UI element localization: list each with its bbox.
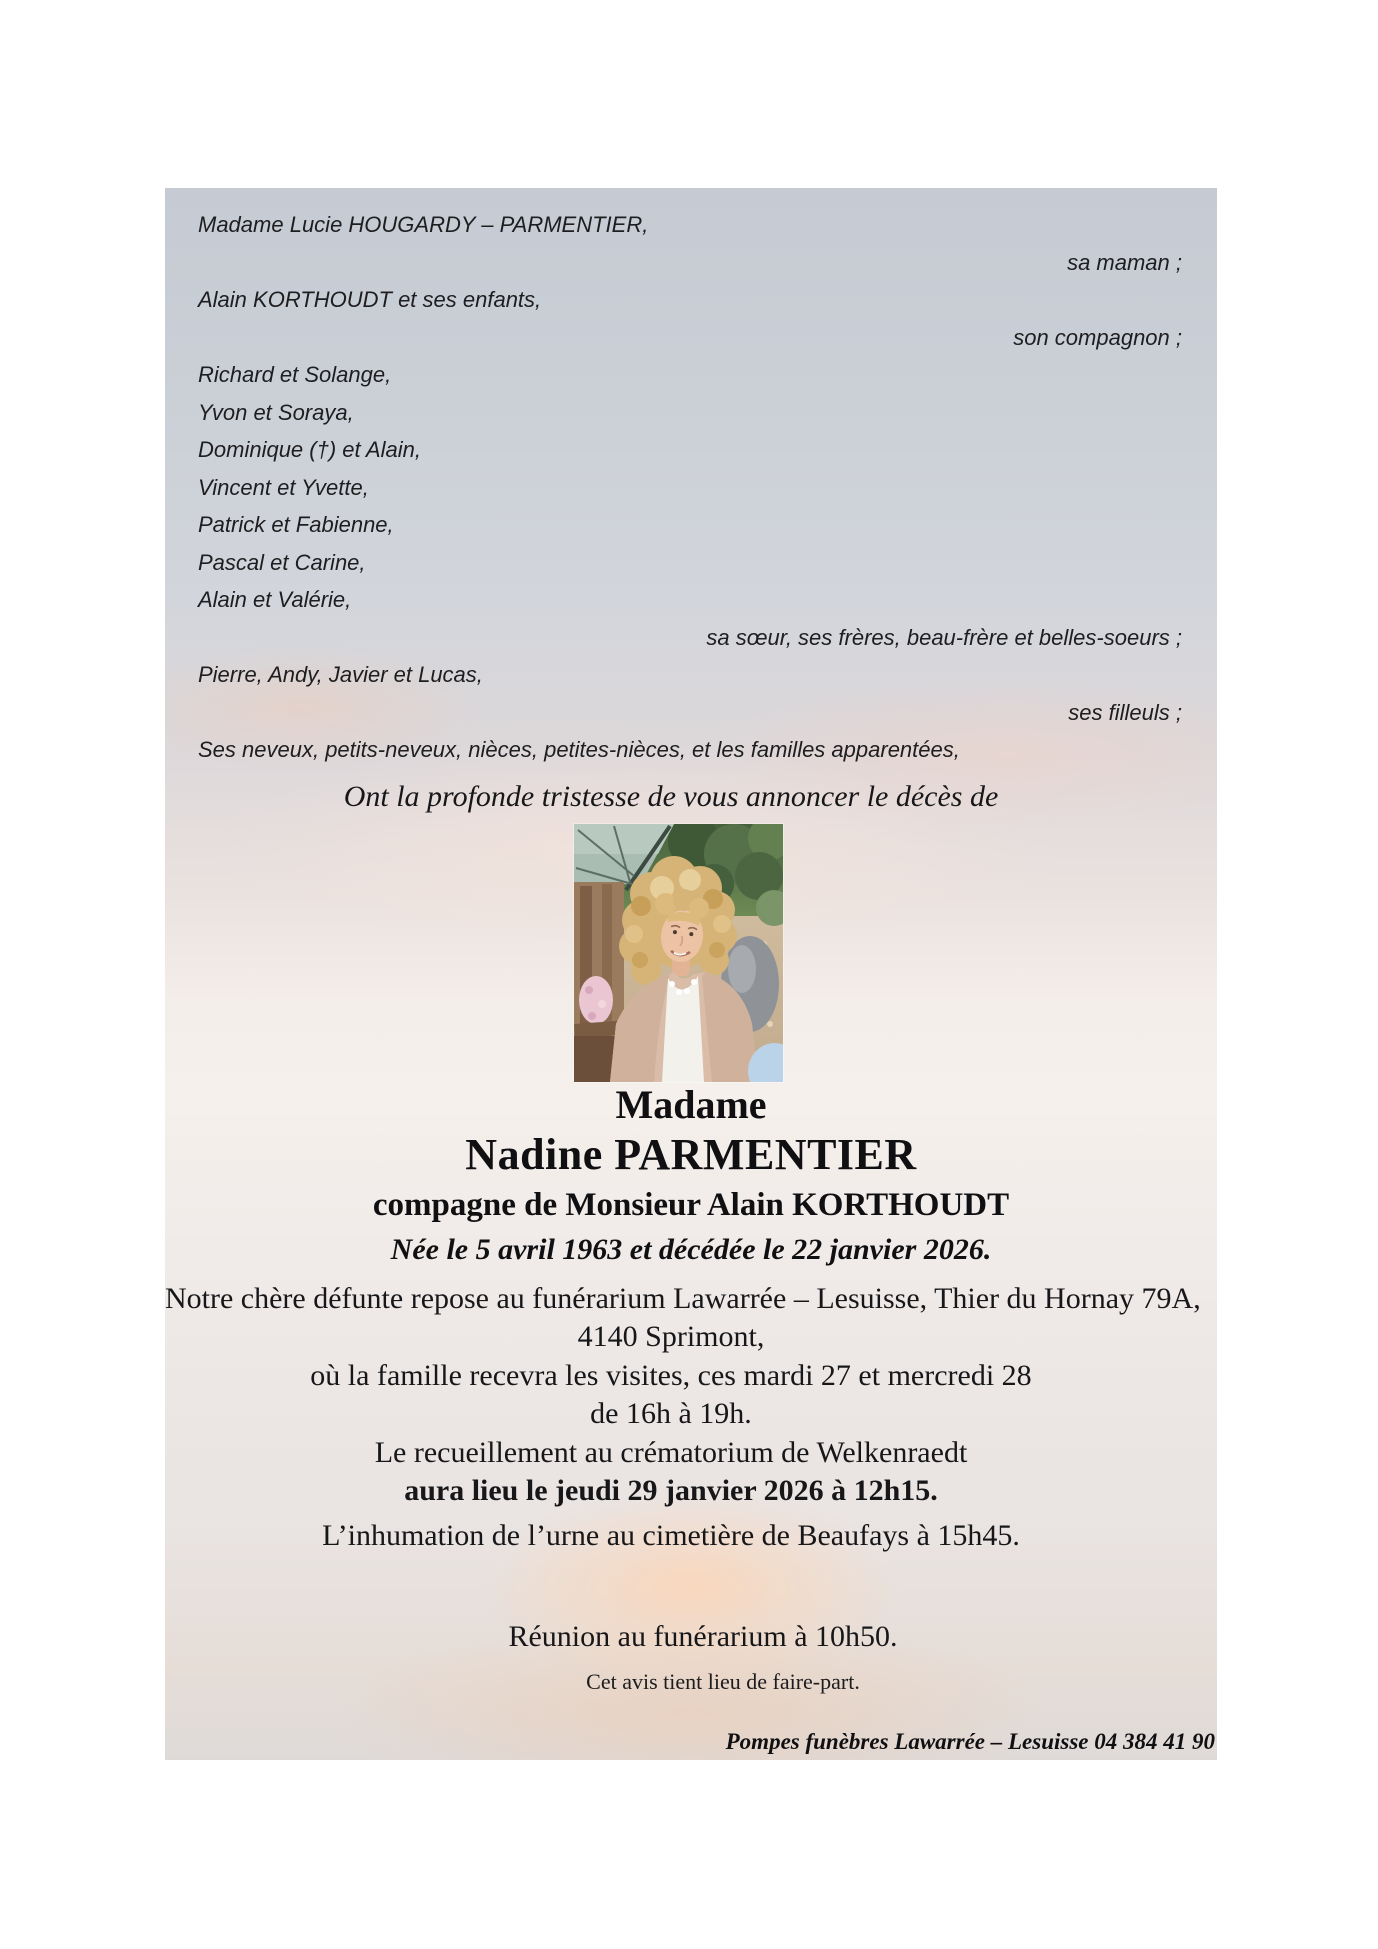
detail-line-visit-hours: de 16h à 19h. [590, 1397, 752, 1430]
deceased-life-dates: Née le 5 avril 1963 et décédée le 22 janvier 2026. [390, 1232, 992, 1266]
intro-line-partner: Alain KORTHOUDT et ses enfants, [198, 287, 542, 312]
relation-label-compagnon: son compagnon ; [1013, 324, 1182, 350]
meeting-line: Réunion au funérarium à 10h50. [508, 1620, 898, 1653]
intro-line-sibling-4: Vincent et Yvette, [198, 474, 369, 500]
intro-line-extended-family: Ses neveux, petits-neveux, nièces, petites-nièces, et les familles apparentées, [198, 737, 960, 762]
detail-line-ceremony: Le recueillement au crématorium de Welkenraedt [374, 1435, 968, 1469]
detail-line-ceremony-date: aura lieu le jeudi 29 janvier 2026 à 12h15. [404, 1474, 938, 1507]
deceased-title: Madame [615, 1081, 767, 1127]
funeral-notice-page [165, 188, 1217, 1760]
family-intro-section [165, 188, 1217, 769]
intro-line-sibling-6: Pascal et Carine, [198, 549, 366, 575]
detail-line-burial: L’inhumation de l’urne au cimetière de Beaufays à 15h45. [322, 1518, 1020, 1552]
intro-line-sibling-1: Richard et Solange, [198, 362, 392, 387]
deceased-photo [574, 824, 783, 1082]
detail-line-repose: Notre chère défunte repose au funérarium Lawarrée – Lesuisse, Thier du Hornay 79A, [165, 1281, 1201, 1315]
notice-line: Cet avis tient lieu de faire-part. [586, 1669, 860, 1694]
detail-line-city: 4140 Sprimont, [577, 1320, 765, 1353]
deceased-name: Nadine PARMENTIER [465, 1129, 917, 1179]
portrait-photo-illustration [574, 824, 783, 1082]
intro-line-mother: Madame Lucie HOUGARDY – PARMENTIER, [198, 212, 649, 237]
detail-line-visits: où la famille recevra les visites, ces mardi 27 et mercredi 28 [310, 1358, 1032, 1392]
intro-line-sibling-5: Patrick et Fabienne, [198, 512, 394, 537]
announcement-line: Ont la profonde tristesse de vous annoncer le décès de [343, 779, 999, 813]
funeral-details-section [165, 1280, 1217, 1556]
intro-line-sibling-7: Alain et Valérie, [198, 587, 352, 612]
intro-line-sibling-2: Yvon et Soraya, [198, 399, 354, 425]
intro-line-sibling-3: Dominique (†) et Alain, [198, 437, 421, 462]
relation-label-maman: sa maman ; [1067, 249, 1182, 275]
funeral-home-footer: Pompes funèbres Lawarrée – Lesuisse 04 384 41 90 [725, 1729, 1215, 1754]
intro-line-godchildren: Pierre, Andy, Javier et Lucas, [198, 662, 483, 687]
relation-label-siblings: sa sœur, ses frères, beau-frère et belles-soeurs ; [706, 624, 1182, 650]
relation-label-filleuls: ses filleuls ; [1068, 699, 1182, 725]
deceased-relation: compagne de Monsieur Alain KORTHOUDT [372, 1186, 1010, 1223]
